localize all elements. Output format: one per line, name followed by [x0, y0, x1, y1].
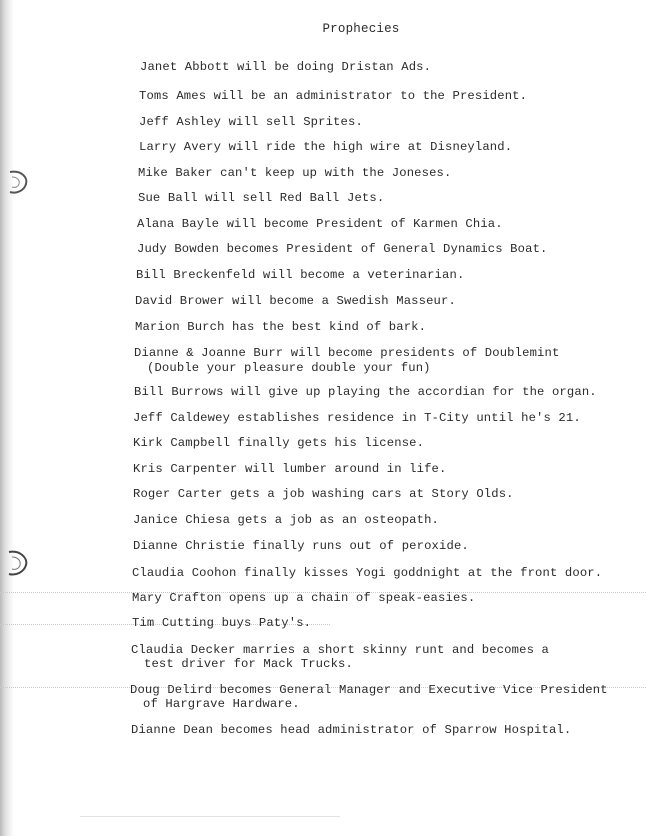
prophecy-line: Tim Cutting buys Paty's. — [132, 616, 312, 630]
prophecy-line: Dianne Christie finally runs out of peroxide. — [133, 539, 469, 553]
prophecy-line: Alana Bayle will become President of Karmen Chia. — [137, 217, 503, 231]
prophecy-line: Judy Bowden becomes President of General Dynamics Boat. — [137, 242, 548, 256]
prophecy-line-continuation: (Double your pleasure double your fun) — [147, 361, 431, 375]
prophecy-line: Bill Burrows will give up playing the accordian for the organ. — [134, 385, 597, 399]
binder-hole-icon — [4, 549, 30, 577]
prophecy-line: Toms Ames will be an administrator to the President. — [139, 89, 528, 103]
prophecy-line: Roger Carter gets a job washing cars at Story Olds. — [133, 487, 514, 501]
page-title: Prophecies — [322, 22, 400, 36]
prophecy-line: Kris Carpenter will lumber around in life. — [133, 462, 447, 476]
prophecy-line: Mary Crafton opens up a chain of speak-easies. — [132, 591, 476, 605]
prophecy-line: Dianne Dean becomes head administrator of Sparrow Hospital. — [131, 723, 572, 737]
prophecy-line-continuation: of Hargrave Hardware. — [143, 697, 300, 711]
prophecy-line: Doug Delird becomes General Manager and Executive Vice President — [130, 683, 608, 697]
prophecy-line: David Brower will become a Swedish Masseur. — [135, 294, 456, 308]
scan-left-edge — [0, 0, 14, 836]
prophecy-line: Janet Abbott will be doing Dristan Ads. — [140, 60, 432, 74]
binder-hole-icon — [4, 168, 30, 196]
prophecy-line: Kirk Campbell finally gets his license. — [133, 436, 425, 450]
prophecy-line: Janice Chiesa gets a job as an osteopath. — [133, 513, 440, 527]
prophecy-line: Claudia Decker marries a short skinny runt and becomes a — [131, 643, 549, 657]
prophecy-line-continuation: test driver for Mack Trucks. — [144, 657, 353, 671]
prophecy-line: Claudia Coohon finally kisses Yogi goddnight at the front door. — [132, 566, 603, 580]
prophecy-line: Larry Avery will ride the high wire at Disneyland. — [139, 140, 513, 154]
prophecy-line: Jeff Caldewey establishes residence in T-City until he's 21. — [133, 411, 581, 425]
prophecy-line: Marion Burch has the best kind of bark. — [135, 320, 427, 334]
prophecy-line: Jeff Ashley will sell Sprites. — [139, 115, 363, 129]
prophecy-line: Dianne & Joanne Burr will become presidents of Doublemint — [134, 346, 560, 360]
prophecy-line: Mike Baker can't keep up with the Joneses. — [138, 166, 452, 180]
prophecy-line: Bill Breckenfeld will become a veterinarian. — [136, 268, 465, 282]
prophecy-line: Sue Ball will sell Red Ball Jets. — [138, 191, 385, 205]
page-bottom-mark — [80, 816, 340, 817]
